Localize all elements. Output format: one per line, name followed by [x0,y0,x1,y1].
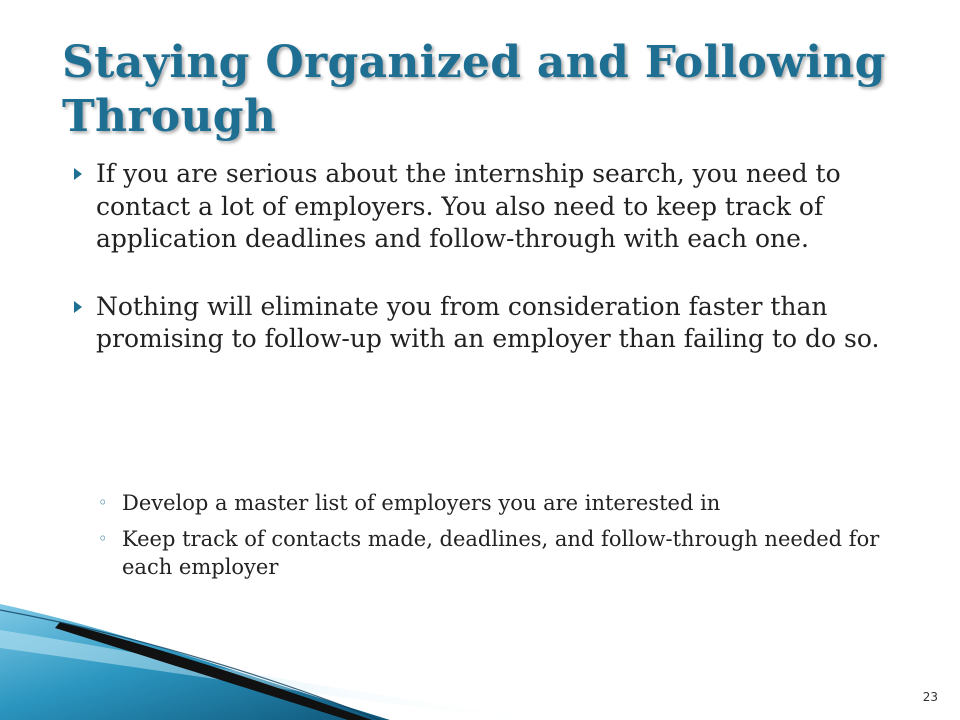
sub-bullet-text: Keep track of contacts made, deadlines, and follow-through needed for each employer [122,526,880,579]
circle-bullet-icon: ◦ [98,528,108,548]
sub-bullet-item [96,489,926,518]
sub-bullet-list [96,489,926,582]
sub-bullet-text: Develop a master list of employers you are interested in [122,491,721,515]
sub-bullet-item [96,525,926,582]
arrow-right-icon [74,301,82,313]
bullet-text: Nothing will eliminate you from consideration faster than promising to follow-up with an employer than failing to do so. [96,291,880,353]
arrow-right-icon [74,168,82,180]
page-number: 23 [922,690,938,704]
slide-title: Staying Organized and Following Through [62,37,886,142]
bullet-list [70,158,920,356]
wave-decoration [0,600,960,720]
bullet-text: If you are serious about the internship search, you need to contact a lot of employers. You also need to keep track of application deadlines and follow-through with each one. [96,159,841,253]
bullet-item [70,291,920,356]
bullet-item [70,158,920,256]
circle-bullet-icon: ◦ [98,493,108,512]
